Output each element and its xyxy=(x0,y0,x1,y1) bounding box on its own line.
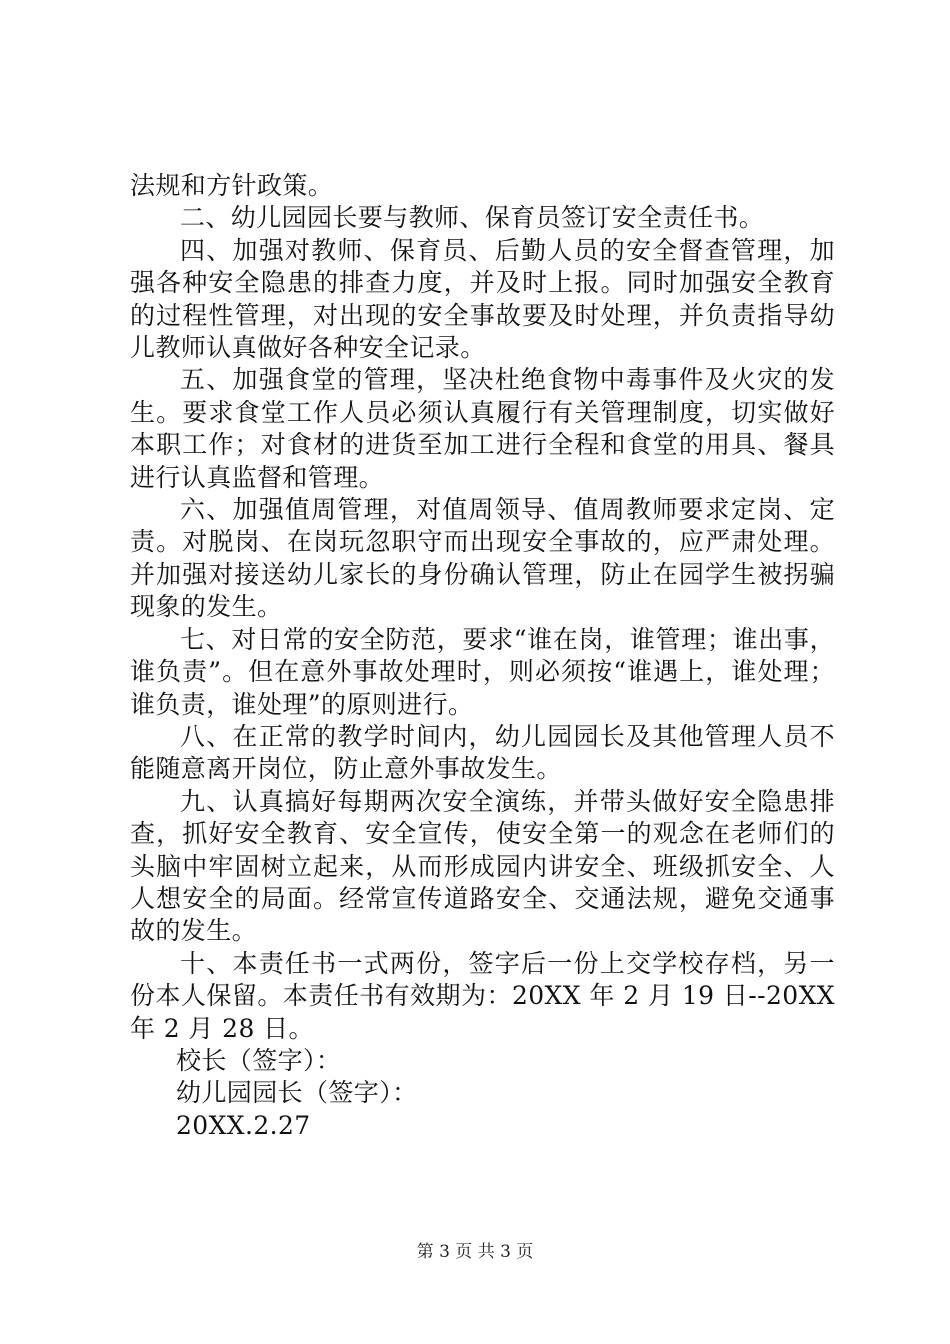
page-footer: 第 3 页 共 3 页 xyxy=(416,1242,534,1262)
paragraph-item-8: 八、在正常的教学时间内，幼儿园园长及其他管理人员不能随意离开岗位，防止意外事故发生。 xyxy=(130,721,835,784)
principal-signature-line: 校长（签字）： xyxy=(176,1045,342,1075)
paragraph-item-10: 十、本责任书一式两份，签字后一份上交学校存档，另一份本人保留。本责任书有效期为：20XX 年 2 月 19 日--20XX 年 2 月 28 日。 xyxy=(130,948,835,1043)
paragraph-item-6: 六、加强值周管理，对值周领导、值周教师要求定岗、定责。对脱岗、在岗玩忽职守而出现安全事故的，应严肃处理。并加强对接送幼儿家长的身份确认管理，防止在园学生被拐骗现象的发生。 xyxy=(130,495,835,622)
paragraph-item-2: 二、幼儿园园长要与教师、保育员签订安全责任书。 xyxy=(180,203,765,233)
paragraph-item-7: 七、对日常的安全防范，要求“谁在岗，谁管理；谁出事，谁负责”。但在意外事故处理时，则必须按“谁遇上，谁处理；谁负责，谁处理”的原则进行。 xyxy=(130,624,835,719)
director-signature-line: 幼儿园园长（签字）： xyxy=(176,1078,418,1108)
signature-date: 20XX.2.27 xyxy=(176,1110,311,1140)
paragraph-item-5: 五、加强食堂的管理，坚决杜绝食物中毒事件及火灾的发生。要求食堂工作人员必须认真履行有关管理制度，切实做好本职工作；对食材的进货至加工进行全程和食堂的用具、餐具进行认真监督和管理。 xyxy=(130,365,835,492)
paragraph-continuation: 法规和方针政策。 xyxy=(130,171,334,200)
paragraph-item-4: 四、加强对教师、保育员、后勤人员的安全督查管理，加强各种安全隐患的排查力度，并及时上报。同时加强安全教育的过程性管理，对出现的安全事故要及时处理，并负责指导幼儿教师认真做好各种安全记录。 xyxy=(130,235,835,363)
paragraph-item-9: 九、认真搞好每期两次安全演练，并带头做好安全隐患排查，抓好安全教育、安全宣传，使安全第一的观念在老师们的头脑中牢固树立起来，从而形成园内讲安全、班级抓安全、人人想安全的局面。经常宣传道路安全、交通法规，避免交通事故的发生。 xyxy=(130,786,835,946)
document-body xyxy=(130,170,835,1142)
